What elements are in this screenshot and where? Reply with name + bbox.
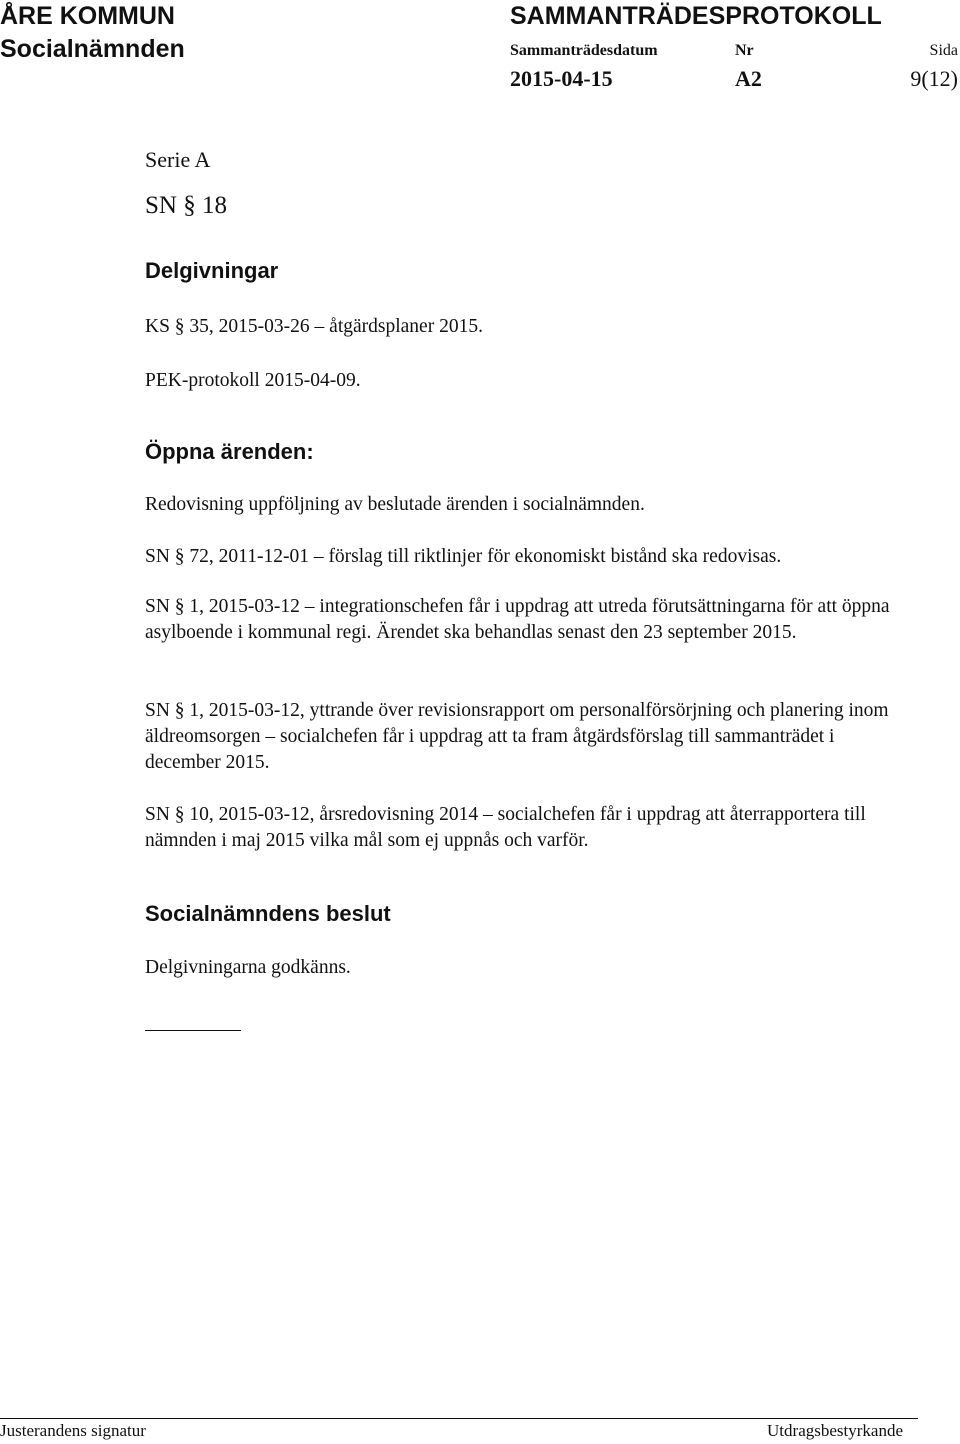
decision-paragraph [145, 955, 905, 981]
protocol-number: A2 [735, 66, 762, 91]
section-title-open-cases: Öppna ärenden: [145, 439, 314, 464]
organization-name: ÅRE KOMMUN [0, 2, 175, 30]
case-id: SN § 18 [145, 192, 227, 219]
delgivning-item [145, 314, 905, 340]
delgivning-item [145, 368, 905, 394]
footer-certification-label: Utdragsbestyrkande [767, 1421, 903, 1440]
meeting-date-label: Sammanträdesdatum [510, 42, 658, 59]
meeting-date: 2015-04-15 [510, 66, 613, 91]
open-case-text: SN § 72, 2011-12-01 – förslag till riktlinjer för ekonomiskt bistånd ska redovisas. [145, 546, 782, 567]
document-type: SAMMANTRÄDESPROTOKOLL [510, 2, 882, 30]
page-label: Sida [929, 42, 958, 59]
open-case-item [145, 492, 905, 518]
open-case-text: SN § 1, 2015-03-12, yttrande över revisionsrapport om personalförsörjning och planering inom äldreomsorgen – socialchefen får i uppdrag att ta fram åtgärdsförslag till sammanträdet i december 2015. [145, 700, 889, 773]
section-title-delgivningar: Delgivningar [145, 258, 279, 283]
page-number: 9(12) [910, 66, 958, 91]
open-case-item [145, 698, 905, 776]
number-label: Nr [735, 42, 754, 59]
series-label: Serie A [145, 147, 211, 172]
open-case-text: SN § 10, 2015-03-12, årsredovisning 2014 – socialchefen får i uppdrag att återrapportera till nämnden i maj 2015 vilka mål som ej uppnås och varför. [145, 804, 866, 851]
department-name: Socialnämnden [0, 35, 185, 63]
delgivning-item-text: PEK-protokoll 2015-04-09. [145, 370, 361, 391]
open-case-item [145, 802, 905, 854]
open-case-text: Redovisning uppföljning av beslutade ärenden i socialnämnden. [145, 494, 645, 515]
open-case-item [145, 544, 905, 570]
open-case-item [145, 594, 905, 646]
footer-signature-label: Justerandens signatur [0, 1421, 146, 1440]
delgivning-item-text: KS § 35, 2015-03-26 – åtgärdsplaner 2015. [145, 316, 483, 337]
open-case-text: SN § 1, 2015-03-12 – integrationschefen får i uppdrag att utreda förutsättningarna för att öppna asylboende i kommunal regi. Ärendet ska behandlas senast den 23 september 2015. [145, 596, 890, 643]
section-title-decision: Socialnämndens beslut [145, 901, 391, 926]
end-divider [145, 1030, 241, 1031]
footer-line [0, 1418, 918, 1419]
decision-text: Delgivningarna godkänns. [145, 957, 351, 978]
